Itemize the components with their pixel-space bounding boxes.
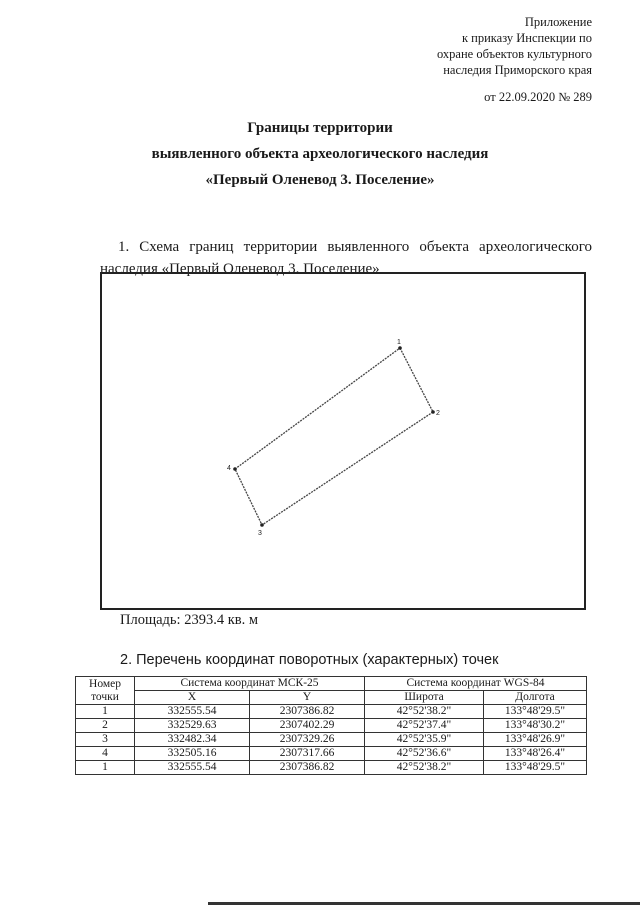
point-marker-2 [431,410,435,414]
cell-longitude: 133°48'29.5" [484,761,587,775]
cell-x: 332529.63 [135,719,250,733]
table-row [76,719,587,733]
cell-longitude: 133°48'29.5" [484,705,587,719]
point-marker-3 [260,523,264,527]
order-date: от 22.09.2020 № 289 [484,90,592,104]
boundary-scheme [100,272,586,610]
header-point-number [76,677,135,705]
cell-y: 2307402.29 [250,719,365,733]
table-row [76,761,587,775]
header-longitude: Долгота [484,691,587,705]
header-point-number-line: точки [91,690,119,703]
table-header-row [76,677,587,691]
header-x: X [135,691,250,705]
header-msk25: Система координат МСК-25 [135,677,365,691]
cell-x: 332555.54 [135,761,250,775]
title-line-2: выявленного объекта археологического наследия [151,146,489,162]
cell-latitude: 42°52'35.9" [365,733,484,747]
header-point-number-line: Номер [89,677,121,690]
appendix-line: к приказу Инспекции по [461,31,592,45]
boundary-drawing [102,274,584,608]
cell-latitude: 42°52'38.2" [365,705,484,719]
cell-number: 1 [76,705,135,719]
appendix-line: охране объектов культурного [436,47,592,61]
appendix-header [362,14,592,78]
cell-x: 332555.54 [135,705,250,719]
cell-longitude: 133°48'30.2" [484,719,587,733]
cell-latitude: 42°52'37.4" [365,719,484,733]
section-2-title: 2. Перечень координат поворотных (характерных) точек [120,652,499,668]
cell-number: 4 [76,747,135,761]
cell-longitude: 133°48'26.9" [484,733,587,747]
cell-number: 2 [76,719,135,733]
boundary-polygon [235,348,433,525]
cell-latitude: 42°52'38.2" [365,761,484,775]
table-row [76,733,587,747]
cell-x: 332505.16 [135,747,250,761]
appendix-line: наследия Приморского края [443,63,592,77]
header-wgs84: Система координат WGS-84 [365,677,587,691]
cell-y: 2307317.66 [250,747,365,761]
point-label-3: 3 [258,530,262,537]
section-1-text: 1. Схема границ территории выявленного объекта археологического наследия «Первый Оленевод 3. Поселение» [100,239,592,277]
cell-y: 2307386.82 [250,761,365,775]
cell-number: 3 [76,733,135,747]
title-line-1: Границы территории [247,120,393,136]
point-label-4: 4 [227,465,231,472]
appendix-line: Приложение [524,15,592,29]
header-latitude: Широта [365,691,484,705]
table-row [76,747,587,761]
coordinates-table [75,676,587,775]
point-marker-4 [233,467,237,471]
table-subheader-row [76,691,587,705]
header-y: Y [250,691,365,705]
table-row [76,705,587,719]
cell-y: 2307386.82 [250,705,365,719]
cell-y: 2307329.26 [250,733,365,747]
cell-number: 1 [76,761,135,775]
point-marker-1 [398,346,402,350]
title-line-3: «Первый Оленевод 3. Поселение» [205,172,435,188]
point-label-1: 1 [397,339,401,346]
cell-x: 332482.34 [135,733,250,747]
area-text: Площадь: 2393.4 кв. м [120,612,259,628]
point-label-2: 2 [436,410,440,417]
cell-longitude: 133°48'26.4" [484,747,587,761]
cell-latitude: 42°52'36.6" [365,747,484,761]
